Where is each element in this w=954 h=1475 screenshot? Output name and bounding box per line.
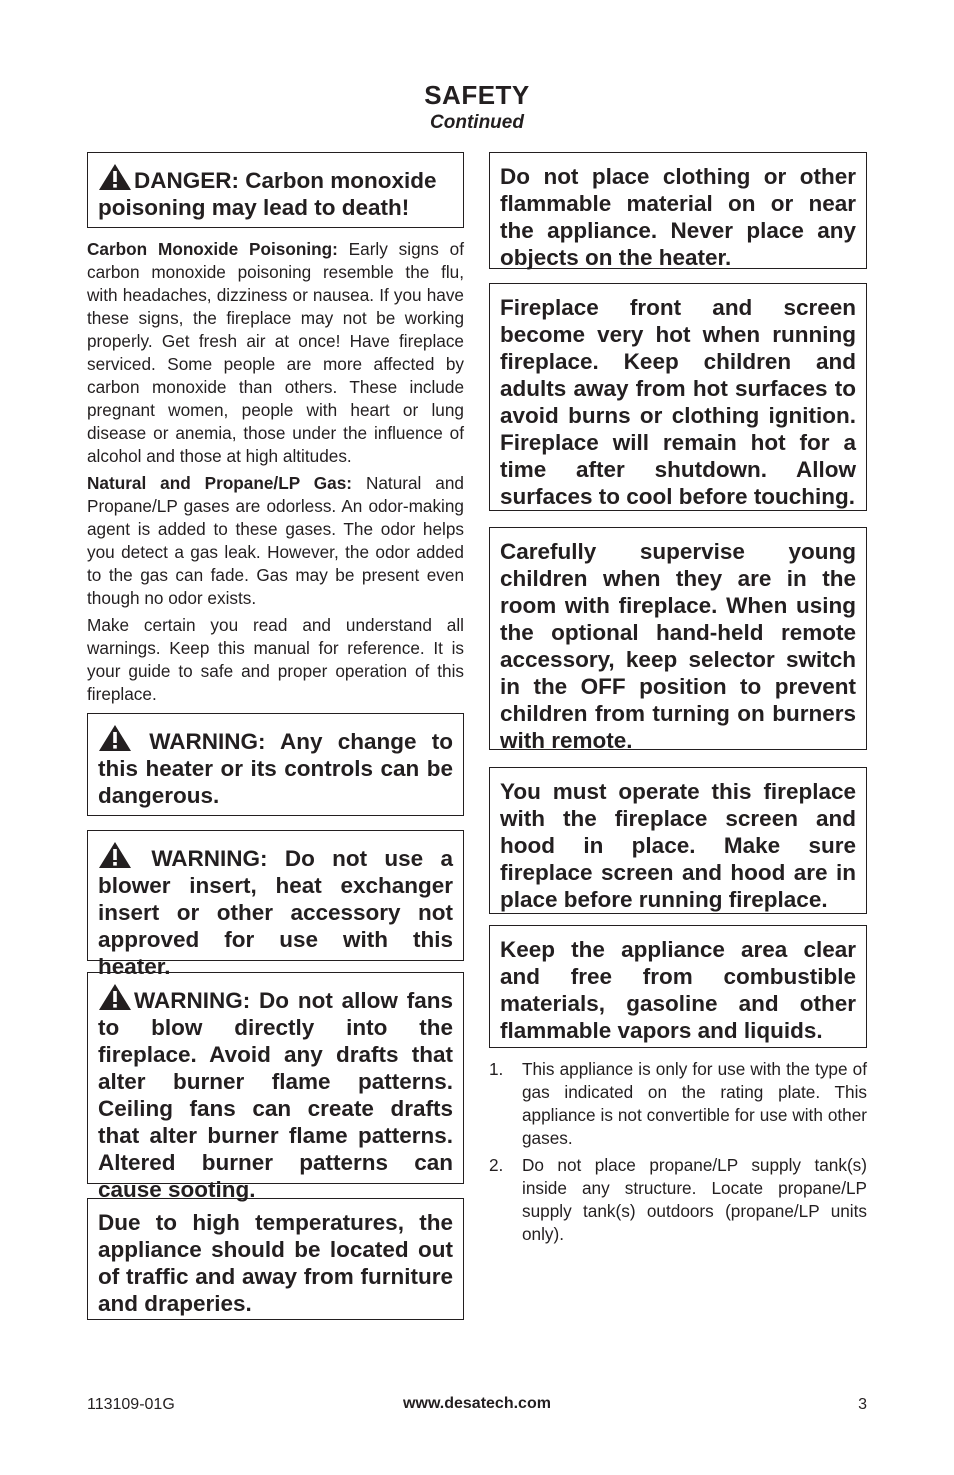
page-title: SAFETY [424, 80, 530, 110]
warning-triangle-icon [98, 983, 132, 1011]
hot-surfaces-box: Fireplace front and screen become very hot when running fireplace. Keep children and adults away from hot surfaces to avoid burns or clothing ignition. Fireplace will remain hot for a time after shutdown. Allow surfaces to cool before touching. [489, 283, 867, 511]
supervise-children-box: Carefully supervise young children when they are in the room with fireplace. When using the optional hand-held remote accessory, keep selector switch in the OFF position to prevent children from turning on burners with remote. [489, 527, 867, 750]
danger-text: DANGER: Carbon monoxide poisoning may lead to death! [98, 168, 437, 220]
document-code: 113109-01G [87, 1396, 175, 1413]
right-column [489, 152, 867, 1246]
danger-box [87, 152, 464, 228]
clothing-box: Do not place clothing or other flammable material on or near the appliance. Never place any objects on the heater. [489, 152, 867, 269]
gas-label: Natural and Propane/LP Gas: [87, 473, 353, 493]
warning-box-2 [87, 830, 464, 979]
notes-list [489, 1058, 867, 1246]
warning-text-3: WARNING: Do not allow fans to blow directly into the fireplace. Avoid any drafts that alter burner flame patterns. Ceiling fans can create drafts that alter burner flame patterns. Altered burner patterns can cause sooting. [98, 988, 453, 1202]
left-column [87, 152, 464, 1320]
warning-triangle-icon [98, 724, 132, 752]
warning-triangle-icon [98, 841, 132, 869]
high-temp-box: Due to high temperatures, the appliance should be located out of traffic and away from furniture and draperies. [87, 1198, 464, 1320]
clear-area-box: Keep the appliance area clear and free from combustible materials, gasoline and other flammable vapors and liquids. [489, 925, 867, 1048]
warning-text-2: WARNING: Do not use a blower insert, heat exchanger insert or other accessory not approved for use with this heater. [98, 846, 453, 979]
warning-box-1 [87, 713, 464, 816]
co-label: Carbon Monoxide Poisoning: [87, 239, 338, 259]
screen-hood-box: You must operate this fireplace with the fireplace screen and hood in place. Make sure fireplace screen and hood are in place before running fireplace. [489, 767, 867, 914]
list-item: 2. Do not place propane/LP supply tank(s) inside any structure. Locate propane/LP supply tank(s) outdoors (propane/LP units only). [489, 1155, 867, 1244]
warning-text-1: WARNING: Any change to this heater or its controls can be dangerous. [98, 729, 453, 808]
co-text: Early signs of carbon monoxide poisoning resemble the flu, with headaches, dizziness or nausea. If you have these signs, the fireplace may not be working properly. Get fresh air at once! Have fireplace serviced. Some people are more affected by carbon monoxide than others. These include pregnant women, people with heart or lung disease or anemia, those under the influence of alcohol and those at high altitudes. [87, 239, 464, 466]
page-subtitle: Continued [430, 112, 524, 133]
gas-text: Natural and Propane/LP gases are odorless. An odor-making agent is added to these gases. The odor helps you detect a gas leak. However, the odor added to the gas can fade. Gas may be present even though no odor exists. [87, 473, 464, 608]
page-number: 3 [858, 1396, 867, 1413]
list-item: 1. This appliance is only for use with the type of gas indicated on the rating plate. This appliance is not convertible for use with other gases. [489, 1059, 867, 1148]
gas-paragraph [87, 472, 464, 610]
warning-box-3 [87, 972, 464, 1202]
make-certain-paragraph: Make certain you read and understand all warnings. Keep this manual for reference. It is your guide to safe and proper operation of this fireplace. [87, 615, 464, 704]
warning-triangle-icon [98, 163, 132, 191]
co-paragraph [87, 238, 464, 468]
website-link[interactable]: www.desatech.com [403, 1395, 551, 1412]
